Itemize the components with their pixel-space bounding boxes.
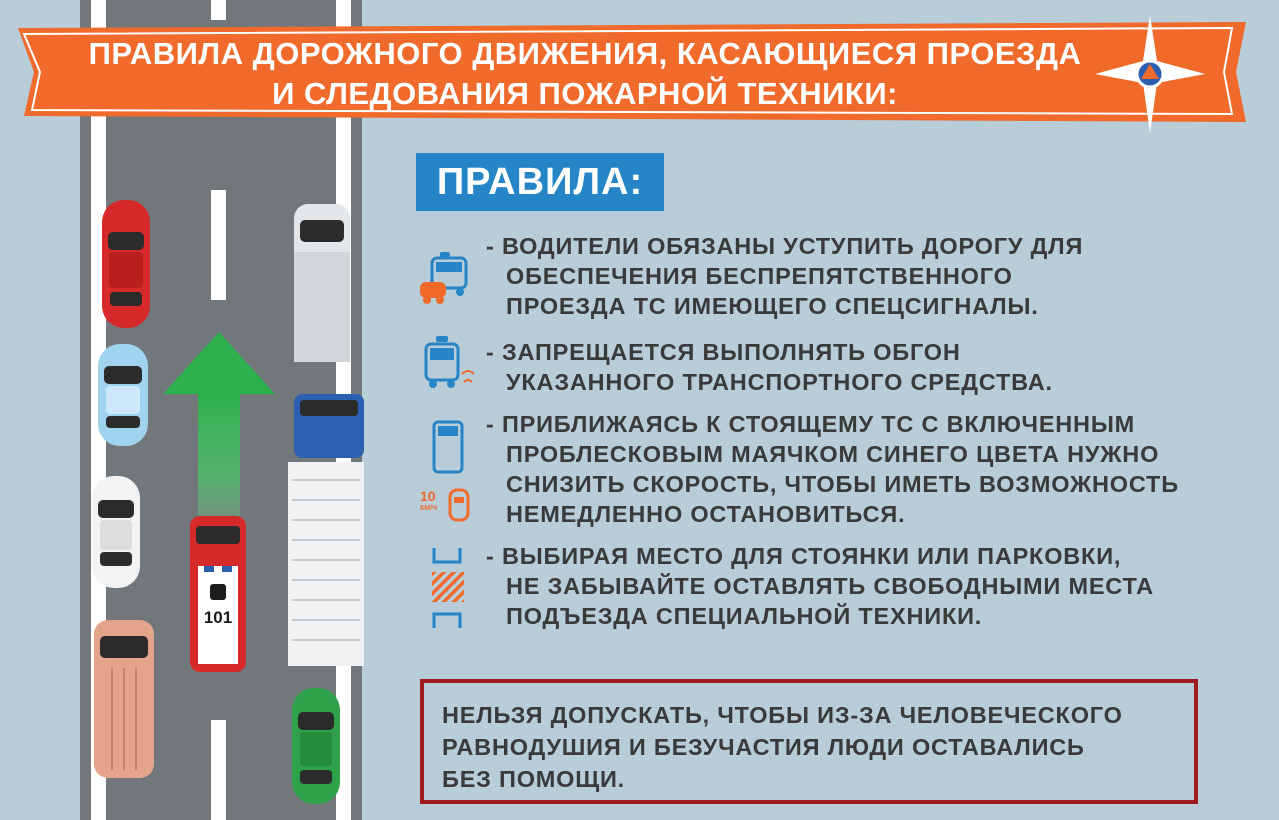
rule-3-line-3: СНИЗИТЬ СКОРОСТЬ, ЧТОБЫ ИМЕТЬ ВОЗМОЖНОСТЬ: [506, 471, 1179, 497]
fire-truck-with-car-icon: [418, 252, 474, 308]
peach-van: [94, 620, 154, 778]
page-title: [40, 34, 1130, 114]
rule-4-line-3: ПОДЪЕЗДА СПЕЦИАЛЬНОЙ ТЕХНИКИ.: [506, 603, 983, 629]
rule-3-line-1: - ПРИБЛИЖАЯСЬ К СТОЯЩЕМУ ТС С ВКЛЮЧЕННЫМ: [486, 411, 1136, 437]
rule-1-line-1: - ВОДИТЕЛИ ОБЯЗАНЫ УСТУПИТЬ ДОРОГУ ДЛЯ: [486, 233, 1084, 259]
emercom-star-icon: [1095, 15, 1205, 133]
rule-1-line-2: ОБЕСПЕЧЕНИЯ БЕСПРЕПЯТСТВЕННОГО: [506, 263, 1013, 289]
red-car: [102, 200, 150, 328]
rule-3-line-2: ПРОБЛЕСКОВЫМ МАЯЧКОМ СИНЕГО ЦВЕТА НУЖНО: [506, 441, 1160, 467]
speed-limit-unit: КМ/Ч: [420, 505, 437, 512]
rule-4-line-1: - ВЫБИРАЯ МЕСТО ДЛЯ СТОЯНКИ ИЛИ ПАРКОВКИ,: [486, 543, 1122, 569]
rule-3: [486, 409, 1179, 529]
rule-2: [486, 337, 1053, 397]
warning-line-1: НЕЛЬЗЯ ДОПУСКАТЬ, ЧТОБЫ ИЗ-ЗА ЧЕЛОВЕЧЕСКОГО: [442, 702, 1123, 728]
white-van: [294, 204, 350, 362]
blue-truck: [288, 394, 364, 666]
rule-4-line-2: НЕ ЗАБЫВАЙТЕ ОСТАВЛЯТЬ СВОБОДНЫМИ МЕСТА: [506, 573, 1154, 599]
title-line-1: ПРАВИЛА ДОРОЖНОГО ДВИЖЕНИЯ, КАСАЮЩИЕСЯ ПРОЕЗДА: [88, 36, 1082, 71]
warning-line-3: БЕЗ ПОМОЩИ.: [442, 766, 626, 792]
rule-2-line-1: - ЗАПРЕЩАЕТСЯ ВЫПОЛНЯТЬ ОБГОН: [486, 339, 961, 365]
white-car: [92, 476, 140, 588]
warning-line-2: РАВНОДУШИЯ И БЕЗУЧАСТИЯ ЛЮДИ ОСТАВАЛИСЬ: [442, 734, 1085, 760]
warning-box: [420, 679, 1198, 804]
rules-label: ПРАВИЛА:: [416, 153, 664, 211]
light-blue-car: [98, 344, 148, 446]
parking-space-icon: [428, 546, 468, 632]
rule-2-line-2: УКАЗАННОГО ТРАНСПОРТНОГО СРЕДСТВА.: [506, 369, 1053, 395]
warning-text: [442, 699, 1123, 795]
green-car: [292, 688, 340, 804]
speed-limit-value: 10: [420, 488, 436, 504]
rule-1-line-3: ПРОЕЗДА ТС ИМЕЮЩЕГО СПЕЦСИГНАЛЫ.: [506, 293, 1039, 319]
rule-1: [486, 231, 1083, 321]
fire-truck-siren-icon: [422, 336, 478, 392]
fire-truck-number: 101: [203, 608, 233, 627]
fire-truck: [190, 516, 246, 672]
slow-down-icon: [420, 488, 476, 524]
parked-vehicle-icon: [430, 418, 466, 474]
rule-4: [486, 541, 1154, 631]
rule-3-line-4: НЕМЕДЛЕННО ОСТАНОВИТЬСЯ.: [506, 501, 906, 527]
road-illustration: [0, 0, 400, 820]
title-line-2: И СЛЕДОВАНИЯ ПОЖАРНОЙ ТЕХНИКИ:: [272, 76, 898, 111]
